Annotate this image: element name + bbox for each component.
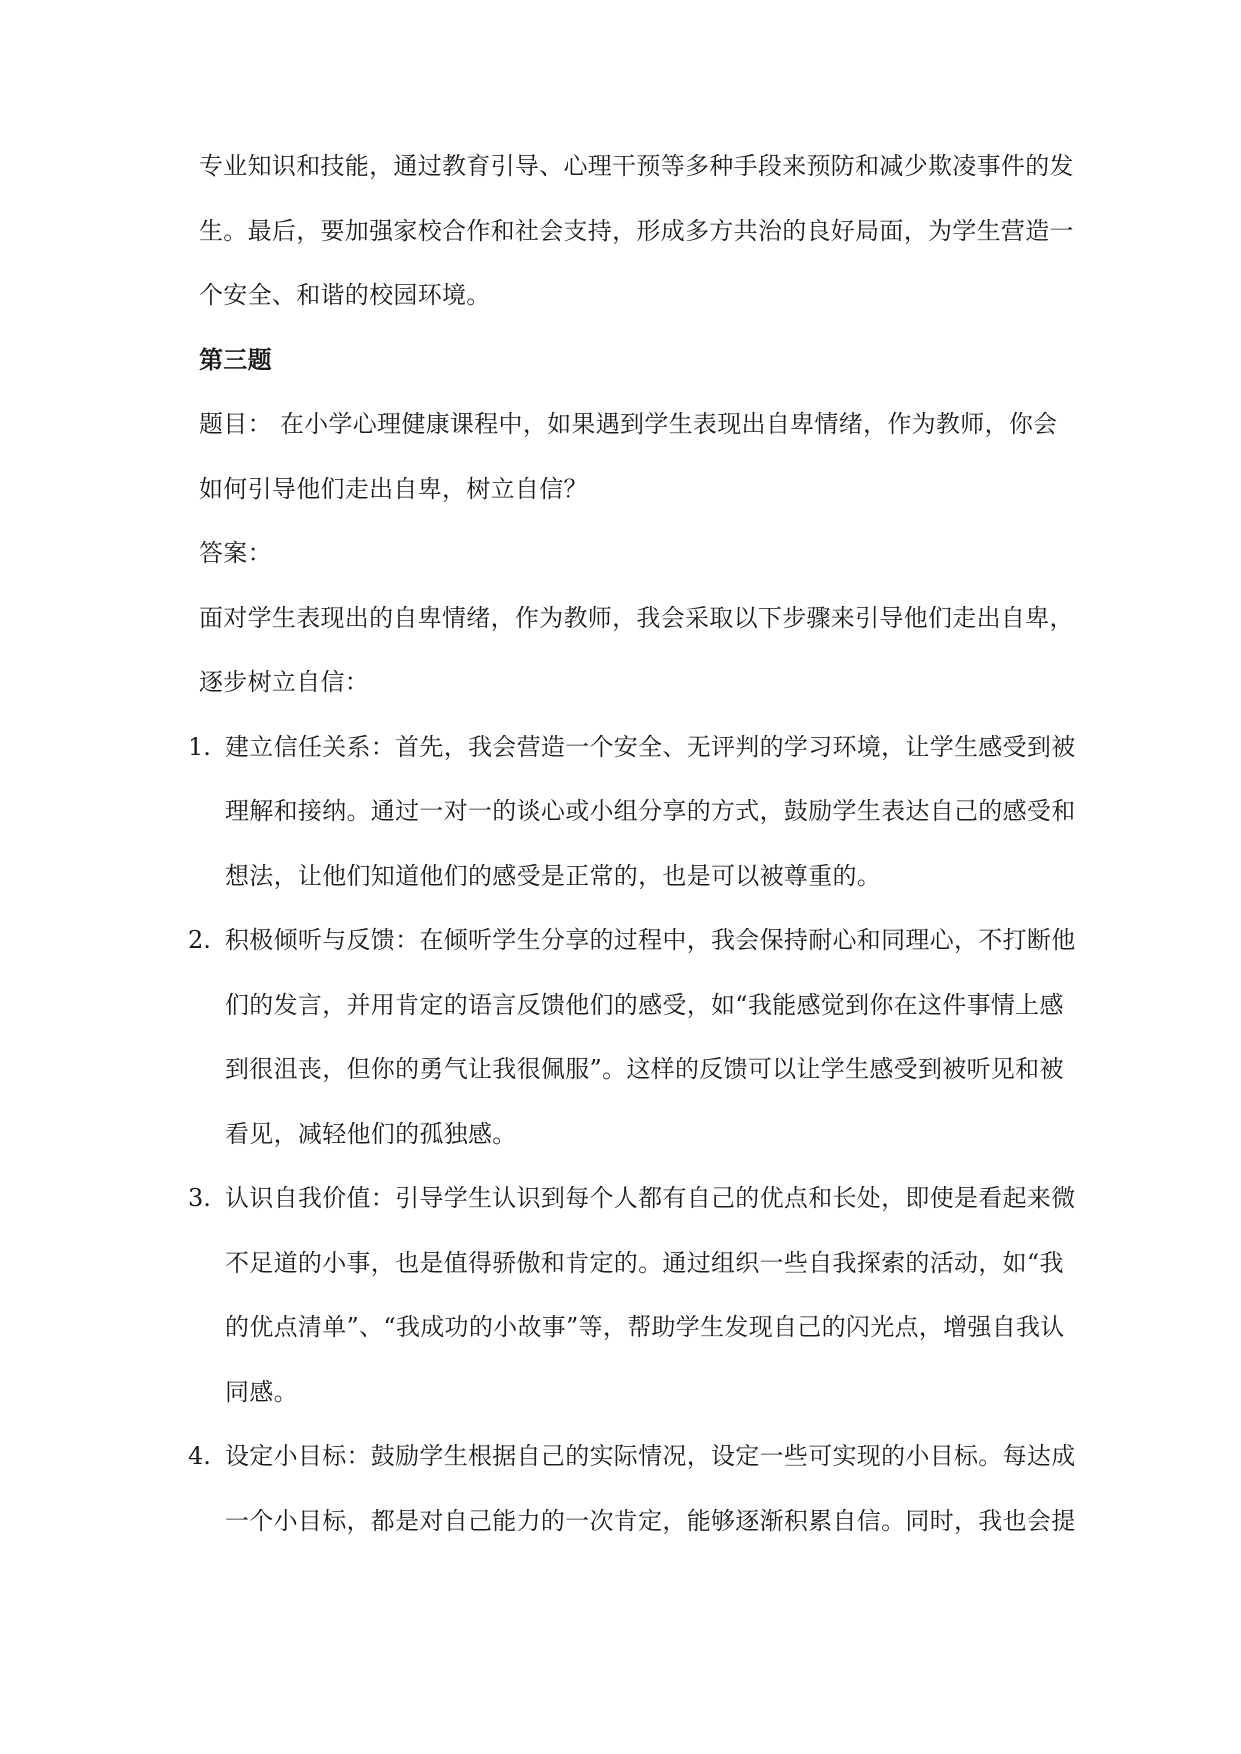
intro-line-2: 生。最后，要加强家校合作和社会支持，形成多方共治的良好局面，为学生营造一 [199, 217, 1074, 245]
question-line-2: 如何引导他们走出自卑，树立自信？ [199, 475, 588, 503]
list-item-3-line-4: 同感。 [225, 1378, 298, 1406]
answer-intro-line-2: 逐步树立自信： [199, 668, 370, 696]
list-item-4-line-2: 一个小目标，都是对自己能力的一次肯定，能够逐渐积累自信。同时，我也会提 [225, 1507, 1076, 1535]
list-item-1-number: 1. [188, 733, 211, 761]
list-item-3-line-2: 不足道的小事，也是值得骄傲和肯定的。通过组织一些自我探索的活动，如“我 [225, 1249, 1064, 1277]
list-item-2-line-2: 们的发言，并用肯定的语言反馈他们的感受，如“我能感觉到你在这件事情上感 [225, 991, 1064, 1019]
list-item-1-line-2: 理解和接纳。通过一对一的谈心或小组分享的方式，鼓励学生表达自己的感受和 [225, 797, 1076, 825]
answer-label: 答案： [199, 539, 272, 567]
list-item-2-line-1: 积极倾听与反馈：在倾听学生分享的过程中，我会保持耐心和同理心，不打断他 [225, 926, 1076, 954]
list-item-4-number: 4. [188, 1442, 211, 1470]
question-line-1: 题目： 在小学心理健康课程中，如果遇到学生表现出自卑情绪，作为教师，你会 [199, 410, 1058, 438]
intro-line-3: 个安全、和谐的校园环境。 [199, 281, 491, 309]
list-item-3-line-3: 的优点清单”、“我成功的小故事”等，帮助学生发现自己的闪光点，增强自我认 [225, 1313, 1065, 1341]
list-item-1-line-1: 建立信任关系：首先，我会营造一个安全、无评判的学习环境，让学生感受到被 [225, 733, 1076, 761]
list-item-3-number: 3. [188, 1184, 211, 1212]
list-item-2-line-4: 看见，减轻他们的孤独感。 [225, 1120, 517, 1148]
list-item-2-line-3: 到很沮丧，但你的勇气让我很佩服”。这样的反馈可以让学生感受到被听见和被 [225, 1055, 1064, 1083]
section-heading: 第三题 [199, 345, 272, 374]
list-item-4-line-1: 设定小目标：鼓励学生根据自己的实际情况，设定一些可实现的小目标。每达成 [225, 1442, 1076, 1470]
list-item-1-line-3: 想法，让他们知道他们的感受是正常的，也是可以被尊重的。 [225, 862, 882, 890]
list-item-3-line-1: 认识自我价值：引导学生认识到每个人都有自己的优点和长处，即使是看起来微 [225, 1184, 1076, 1212]
list-item-2-number: 2. [188, 926, 211, 954]
answer-intro-line-1: 面对学生表现出的自卑情绪，作为教师，我会采取以下步骤来引导他们走出自卑， [199, 604, 1074, 632]
intro-line-1: 专业知识和技能，通过教育引导、心理干预等多种手段来预防和减少欺凌事件的发 [199, 152, 1074, 180]
